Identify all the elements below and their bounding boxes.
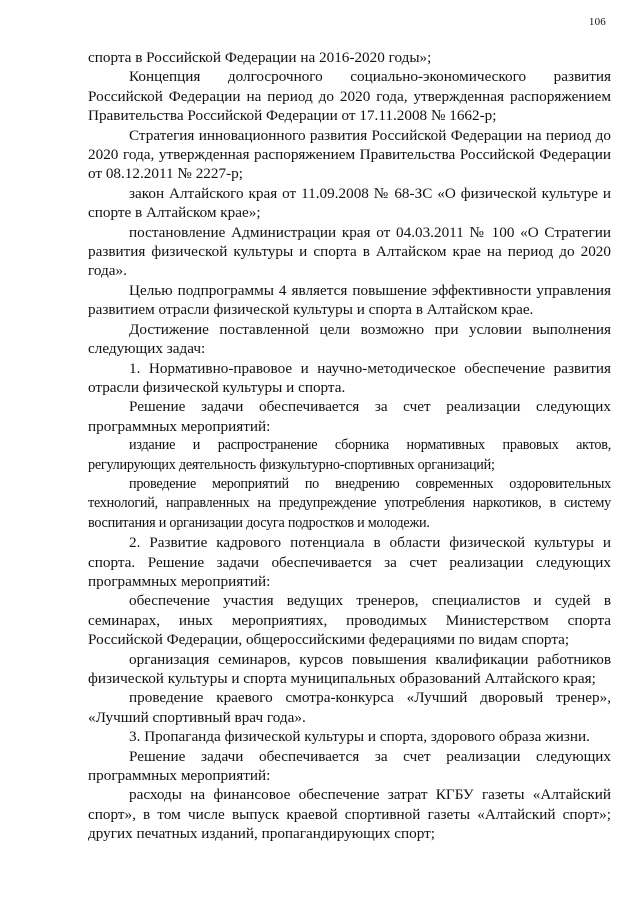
paragraph-task-1: 1. Нормативно-правовое и научно-методическое обеспечение развития отрасли физической культуры и спорта.: [88, 359, 611, 396]
paragraph-task-1-measure-1: издание и распространение сборника нормативных правовых актов, регулирующих деятельность физкультурно-спортивных организаций;: [88, 437, 611, 473]
page-number: 106: [588, 16, 606, 28]
paragraph-program-title-end: спорта в Российской Федерации на 2016-2020 годы»;: [88, 49, 432, 66]
paragraph-innovation-strategy: Стратегия инновационного развития Российской Федерации на период до 2020 года, утвержденная распоряжением Правительства Российской Федерации от 08.12.2011 № 2227-р;: [88, 126, 611, 183]
paragraph-task-2-measure-3: проведение краевого смотра-конкурса «Лучший дворовый тренер», «Лучший спортивный врач года».: [88, 689, 611, 726]
paragraph-task-3-measure-1: расходы на финансовое обеспечение затрат КГБУ газеты «Алтайский спорт», в том числе выпуск краевой спортивной газеты «Алтайский спорт»; других печатных изданий, пропагандирующих спорт;: [88, 786, 611, 843]
paragraph-goal-conditions: Достижение поставленной цели возможно при условии выполнения следующих задач:: [88, 320, 611, 358]
paragraph-task-2: 2. Развитие кадрового потенциала в области физической культуры и спорта. Решение задачи обеспечивается за счет реализации следующих программных мероприятий:: [88, 534, 611, 590]
paragraph-task-1-solution: Решение задачи обеспечивается за счет реализации следующих программных мероприятий:: [88, 398, 611, 435]
paragraph-concept-2020: Концепция долгосрочного социально-экономического развития Российской Федерации на период до 2020 года, утвержденная распоряжением Правительства Российской Федерации от 17.11.2008 № 1662-р;: [88, 68, 611, 125]
paragraph-task-3-solution: Решение задачи обеспечивается за счет реализации следующих программных мероприятий:: [88, 747, 611, 785]
document-body: [88, 48, 611, 844]
paragraph-task-1-measure-2: проведение мероприятий по внедрению современных оздоровительных технологий, направленных на предупреждение употребления наркотиков, в систему воспитания и организации досуга подростков и молодежи.: [88, 475, 611, 531]
paragraph-subprogram-goal: Целью подпрограммы 4 является повышение эффективности управления развитием отрасли физической культуры и спорта в Алтайском крае.: [88, 281, 611, 319]
paragraph-administration-resolution: постановление Администрации края от 04.03.2011 № 100 «О Стратегии развития физической культуры и спорта в Алтайском крае на период до 2020 года».: [88, 223, 611, 280]
paragraph-altai-law: закон Алтайского края от 11.09.2008 № 68-ЗС «О физической культуре и спорте в Алтайском крае»;: [88, 184, 611, 222]
paragraph-task-3: 3. Пропаганда физической культуры и спорта, здорового образа жизни.: [129, 728, 590, 746]
paragraph-task-2-measure-1: обеспечение участия ведущих тренеров, специалистов и судей в семинарах, иных мероприятиях, проводимых Министерством спорта Российской Федерации, общероссийскими федерациями по видам спорта;: [88, 592, 611, 649]
paragraph-task-2-measure-2: организация семинаров, курсов повышения квалификации работников физической культуры и спорта муниципальных образований Алтайского края;: [88, 650, 611, 687]
